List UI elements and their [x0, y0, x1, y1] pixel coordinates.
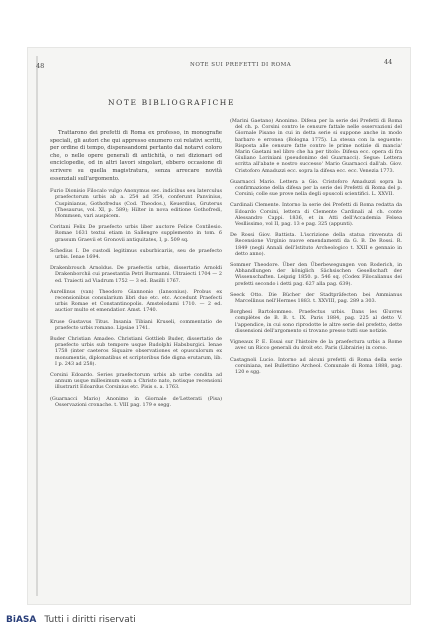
left-column: [50, 130, 222, 413]
page-gutter-edge: [36, 56, 38, 596]
bibliography-entry: Borghesi Bartolommeo. Praefectus urbis. Dans les Œuvres complètes de B. B. t. IX. Paris 1884, pag. 225 al detto V. l'appendice, in cui sono riprodotte le altre serie del prefetto, dette dissensioni dell'argomento si trovano presso tutti sue notizie.: [230, 309, 402, 334]
footer-bar: [0, 610, 442, 629]
bibliography-entry: Buder Christian Amadeo. Christiani Gottlieb Buder, dissertatio de praefecto urbis sub tempore usque Rudolphi Habsburgici. Ienae 1758 (inter caeteros Siquaire observationes et opusculorum ex monumentis, diplomatibus et scriptoribus fide digna erutarum, lib. I p. 243 ad 258).: [50, 336, 222, 367]
bibliography-entry: (Guarnacci Mario) Anonimo in Giornale de'Letterati (Pisa) Osservazioni cronache. t. VIII pag. 179 e segg.: [50, 395, 222, 408]
biasa-logo: BiASA: [6, 614, 37, 625]
bibliography-entry: (Marini Gaetano) Anonimo. Difesa per la serie dei Prefetti di Roma del ch. p. Corsini contro le censure fattale nelle osservazioni del Giornale Pisano in cui in detta serie si suppone anche in modo barbaro e erronea (Bologna 1775). La stessa con la seguente: Risposta alle censure fatte contro le prime notizie di mancia' Marin Gaetani nel libro che ha per titolo: Difesa ecc. opera di fra Giuliano Loriniani (pseudonimo del Guarnacci). Segue: Lettera scritta all'abate e nostro successo' Mario Guarnacci dall'ab. Giov. Cristoforo Amaduzzi ecc. sopra la difesa ecc. ecc. Venezia 1773.: [230, 118, 402, 174]
intro-paragraph: Trattarono dei prefetti di Roma ex professo, in monografie speciali, gli autori che qui appresso enumero coi relativi scritti, per ordine di tempo, dispensandomi pertanto dal notarvi coloro che, o nelle opere generali di antichità, o nei dizionari od enciclopedie, od in altri lavori singolari, ebbero occasione di scrivere su quella magistratura, senza arrecare novità essenziali sull'argomento.: [50, 130, 222, 182]
bibliography-entry: Sommer Theodore. Über den Überbewegungen von Roderich, in Abhandlungen der königlich Sächsischen Gesellschaft der Wissenschaften. Leipzig 1850. p. 546 sq. (Codex Filocalianus dei prefetti secondo i detti pag. 627 alla pag. 639).: [230, 262, 402, 287]
bibliography-entry: Corsini Edoardo. Series praefectorum urbis ab urbe condita ad annum usque millesimum eam a Christo nato, notisque recensioni illustrarit Edoardus Corsinius etc. Pisis s. a. 1763.: [50, 372, 222, 391]
bibliography-entry: Furio Dionisio Filocalo vulgo Anonymus sec. indicibus seu laterculus praefectorum urbis ab a. 254 ad 354, conferunt Panvinius, Cuspinianus, Gothofredus (Cod. Theodos.), Keuerdius, Gruterus (Thesaurus, vol. XI, p. 589); Hilter in nova editione Gothofredi, Mommsen, vari auspicem.: [50, 188, 222, 219]
bibliography-entry: Cardinali Clemente. Intorno la serie dei Prefetti di Roma redatta da Edoardo Corsini, lettera di Clemente Cardinali al ch. conte Alessandro Cappi. 1836, et in Atti dell'Accademia Felsea Vesllissimo, vol II, pag. 13 e pag. 325 (appunti).: [230, 202, 402, 228]
page-number-left: 48: [36, 62, 45, 70]
bibliography-entry: Aurellinus (van) Theodoro Giannonio (Iansonius). Probus ex recensionibus consularium libri duo etc. etc. Accedunt Praefecti urbis Romae et Constantinopolis. Amstelodami 1710. — 2 ed. auctior multo et emendatior. Amst. 1740.: [50, 288, 222, 314]
bibliography-entry: Kruse Gustavus Titus. Insania Tibiani Kruseli, commentatio de praefecto urbis romano. Lipsiae 1741.: [50, 318, 222, 331]
bibliography-entry: Castagnoli Lucio. Intorno ad alcuni prefetti di Roma della serie corsiniana, nel Bullettino Archeol. Comunale di Roma 1888, pag. 120 e sgg.: [230, 356, 402, 375]
right-column: [230, 118, 402, 380]
bibliography-entry: Vigneaux P. E. Essai sur l'histoire de la praefectura urbis a Rome avec un Ricco generali du droit etc. Paris (Librairie) in corso.: [230, 339, 402, 352]
bibliography-entry: Seeck Otto. Die Bücher der Stadtpräfecten bei Ammianus Marcellinus nell'Hermes 1883. t. XXVIII, pag. 289 a 303.: [230, 291, 402, 305]
left-entry-list: [50, 188, 222, 408]
section-title: NOTE BIBLIOGRAFICHE: [108, 98, 236, 107]
bibliography-entry: Schedius I. De custodi legitimus suburbicariis, seu de praefecto urbis. Ienae 1694.: [50, 247, 222, 260]
copyright-notice: Tutti i diritti riservati: [44, 614, 136, 625]
page-number-right: 44: [384, 58, 393, 66]
bibliography-entry: Drakenbrouch Arnoldus. De praefectis urbis, dissertatio Arnoldi Drakenborchii cui praestantia Petri Burmanni. Ultraiecti 1704 — 2 ed. Traiecti ad Viadrum 1752 — 3 ed. Basilli 1767.: [50, 265, 222, 284]
bibliography-entry: Guarnacci Mario. Lettera a Gio. Cristoforo Amaduzzi sopra la confirmazione della difesa per la serie dei Prefetti di Roma del p. Corsini; colle sue prove nella degli opuscoli scientifici. L. XXVII.: [230, 178, 402, 198]
running-head: NOTE SUI PREFETTI DI ROMA: [190, 62, 292, 68]
bibliography-entry: De Rossi Giov. Battista. L'iscrizione della statua rinvenuta di Recensione Virginio nuove emendamenti da G. B. De Rossi. R. 1849 (negli Annali dell'Istituto Archeologico t. XXII e gennaio in detto anno).: [230, 232, 402, 257]
bibliography-entry: Coritani Felix De praefecto urbis liber auctore Felice Contilesio. Romae 1631 textui etiam in Sallengre supplemento in tom. 6 grassum Graevii et Gronovii antiquitates, I, p. 509 sq.: [50, 224, 222, 243]
right-entry-list: [230, 118, 402, 375]
